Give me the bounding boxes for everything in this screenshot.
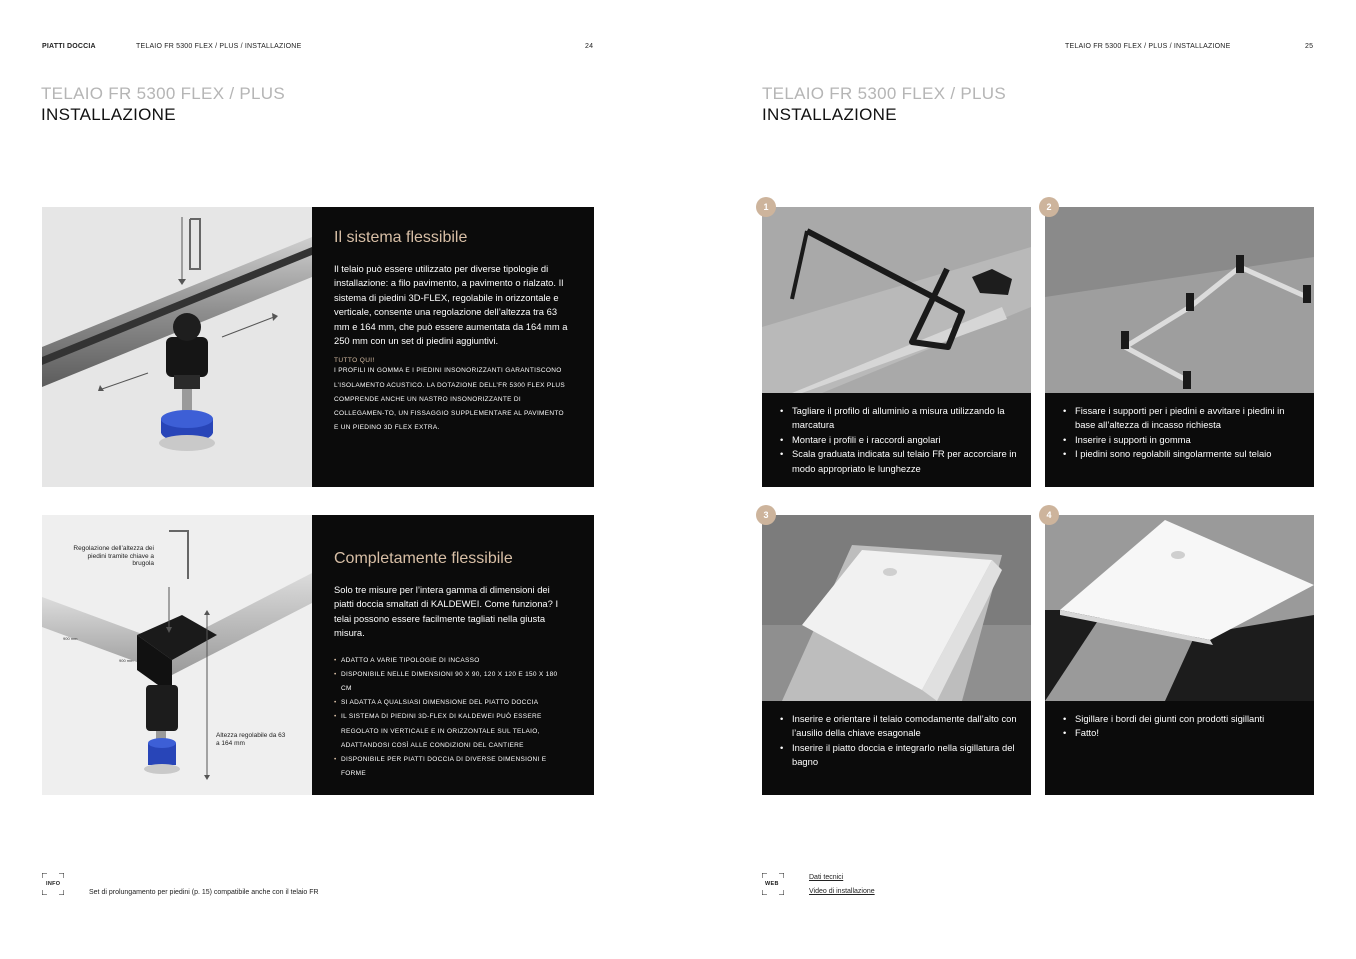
breadcrumb: TELAIO FR 5300 FLEX / PLUS / INSTALLAZIONE bbox=[1065, 43, 1231, 50]
step-3-text bbox=[762, 701, 1031, 795]
step-2-text bbox=[1045, 393, 1314, 487]
list-item: • Inserire e orientare il telaio comodamente dall’alto con l’ausilio della chiave esagonale bbox=[780, 712, 1019, 741]
step-3-image bbox=[762, 515, 1031, 701]
list-item: • Scala graduata indicata sul telaio FR per accorciare in modo appropriato le lunghezze bbox=[780, 447, 1019, 476]
page-number: 24 bbox=[585, 43, 594, 50]
feature-list bbox=[334, 654, 570, 782]
list-item: • Sigillare i bordi dei giunti con prodotti sigillanti bbox=[1063, 712, 1302, 726]
panel-body: Solo tre misure per l’intera gamma di dimensioni dei piatti doccia smaltati di KALDEWEI. Come funziona? I telai possono essere facilmente tagliati nella giusta misura. bbox=[334, 584, 559, 639]
web-label: WEB bbox=[765, 881, 779, 887]
step-2-image bbox=[1045, 207, 1314, 393]
profile-label-b: 900 mm bbox=[119, 658, 134, 663]
page-number: 25 bbox=[1305, 43, 1314, 50]
panel-heading: Il sistema flessibile bbox=[334, 229, 468, 246]
note-title: TUTTO QUI! bbox=[334, 357, 375, 365]
frame-corner-image bbox=[42, 515, 312, 795]
list-item: • Fissare i supporti per i piedini e avvitare i piedini in base all’altezza di incasso richiesta bbox=[1063, 404, 1302, 433]
technical-data-link[interactable]: Dati tecnici bbox=[809, 874, 844, 881]
list-item: • Inserire i supporti in gomma bbox=[1063, 433, 1302, 447]
section-label: PIATTI DOCCIA bbox=[42, 43, 96, 50]
list-item: • SI ADATTA A QUALSIASI DIMENSIONE DEL PIATTO DOCCIA bbox=[334, 696, 570, 710]
list-item: • ADATTO A VARIE TIPOLOGIE DI INCASSO bbox=[334, 654, 570, 668]
foot-rail-image bbox=[42, 207, 312, 487]
installation-video-link[interactable]: Video di installazione bbox=[809, 888, 875, 895]
list-item: • Fatto! bbox=[1063, 726, 1302, 740]
step-3-badge: 3 bbox=[756, 505, 776, 525]
list-item: • DISPONIBILE PER PIATTI DOCCIA DI DIVERSE DIMENSIONI E FORME bbox=[334, 753, 570, 781]
fully-flexible-panel bbox=[312, 515, 594, 795]
page-title: INSTALLAZIONE bbox=[41, 105, 176, 124]
list-item: • Inserire il piatto doccia e integrarlo nella sigillatura del bagno bbox=[780, 741, 1019, 770]
page-subtitle: TELAIO FR 5300 FLEX / PLUS bbox=[762, 84, 1007, 103]
panel-body: Il telaio può essere utilizzato per diverse tipologie di installazione: a filo pavimento, a pavimento o rialzato. Il sistema di piedini 3D-FLEX, regolabile in orizzontale e verticale, consente una regolazione dell’altezza tra 63 mm e 164 mm, che può essere aumentata da 164 mm a 250 mm con un set di piedini aggiuntivi. bbox=[334, 263, 568, 347]
step-4-badge: 4 bbox=[1039, 505, 1059, 525]
list-item: • DISPONIBILE NELLE DIMENSIONI 90 X 90, 120 X 120 E 150 X 180 CM bbox=[334, 668, 570, 696]
step-1-badge: 1 bbox=[756, 197, 776, 217]
step-1-image bbox=[762, 207, 1031, 393]
list-item: • I piedini sono regolabili singolarmente sul telaio bbox=[1063, 447, 1302, 461]
list-item: • IL SISTEMA DI PIEDINI 3D-FLEX DI KALDEWEI PUÒ ESSERE REGOLATO IN VERTICALE E IN ORIZZONTALE SUL TELAIO, ADATTANDOSI COSÌ ALLE CONDIZIONI DEL CANTIERE bbox=[334, 710, 570, 753]
step-4-image bbox=[1045, 515, 1314, 701]
note-body: I PROFILI IN GOMMA E I PIEDINI INSONORIZZANTI GARANTISCONO L’ISOLAMENTO ACUSTICO. LA DOTAZIONE DELL’FR 5300 FLEX PLUS COMPRENDE ANCHE UN NASTRO INSONORIZZANTE DI COLLEGAMEN-TO, UN FISSAGGIO SUPPLEMENTARE AL PAVIMENTO E UN PIEDINO 3D FLEX EXTRA. bbox=[334, 367, 566, 432]
height-adjust-label: Regolazione dell’altezza dei piedini tramite chiave a brugola bbox=[73, 545, 154, 567]
page-subtitle: TELAIO FR 5300 FLEX / PLUS bbox=[41, 84, 286, 103]
flexible-system-panel bbox=[312, 207, 594, 487]
page-title: INSTALLAZIONE bbox=[762, 105, 897, 124]
profile-label-a: 900 mm bbox=[63, 636, 78, 641]
breadcrumb: TELAIO FR 5300 FLEX / PLUS / INSTALLAZIONE bbox=[136, 43, 302, 50]
adjustable-height-label: Altezza regolabile da 63 a 164 mm bbox=[216, 732, 286, 747]
info-text: Set di prolungamento per piedini (p. 15) compatibile anche con il telaio FR bbox=[89, 889, 319, 896]
info-label: INFO bbox=[46, 881, 61, 887]
list-item: • Tagliare il profilo di alluminio a misura utilizzando la marcatura bbox=[780, 404, 1019, 433]
panel-heading: Completamente flessibile bbox=[334, 550, 513, 567]
step-4-text bbox=[1045, 701, 1314, 795]
list-item: • Montare i profili e i raccordi angolari bbox=[780, 433, 1019, 447]
step-2-badge: 2 bbox=[1039, 197, 1059, 217]
step-1-text bbox=[762, 393, 1031, 487]
